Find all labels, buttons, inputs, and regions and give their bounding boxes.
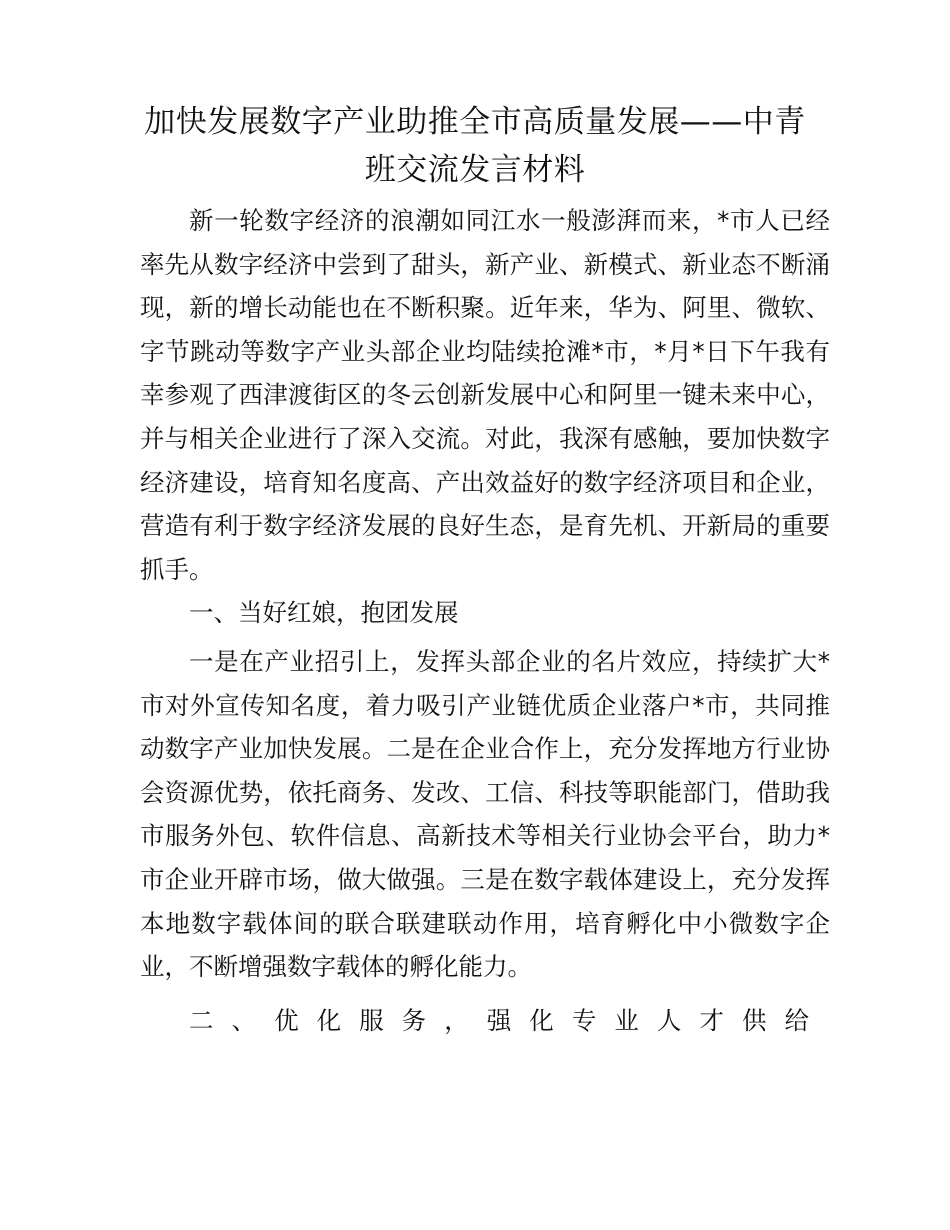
section-heading-2: 二、优化服务，强化专业人才供给 — [189, 1005, 809, 1035]
document-title: 加快发展数字产业助推全市高质量发展——中青班交流发言材料 — [144, 104, 806, 188]
section-heading-1: 一、当好红娘，抱团发展 — [189, 598, 459, 628]
section-1-paragraph: 一是在产业招引上，发挥头部企业的名片效应，持续扩大*市对外宣传知名度，着力吸引产业链优质企业落户*市，共同推动数字产业加快发展。二是在企业合作上，充分发挥地方行业协会资源优势，依托商务、发改、工信、科技等职能部门，借助我市服务外包、软件信息、高新技术等相关行业协会平台，助力*市企业开辟市场，做大做强。三是在数字载体建设上，充分发挥本地数字载体间的联合联建联动作用，培育孵化中小微数字企业，不断增强数字载体的孵化能力。 — [140, 646, 830, 982]
document-body — [140, 199, 830, 1042]
intro-paragraph: 新一轮数字经济的浪潮如同江水一般澎湃而来，*市人已经率先从数字经济中尝到了甜头，新产业、新模式、新业态不断涌现，新的增长动能也在不断积聚。近年来，华为、阿里、微软、字节跳动等数字产业头部企业均陆续抢滩*市，*月*日下午我有幸参观了西津渡街区的冬云创新发展中心和阿里一键未来中心，并与相关企业进行了深入交流。对此，我深有感触，要加快数字经济建设，培育知名度高、产出效益好的数字经济项目和企业，营造有利于数字经济发展的良好生态，是育先机、开新局的重要抓手。 — [140, 206, 830, 584]
